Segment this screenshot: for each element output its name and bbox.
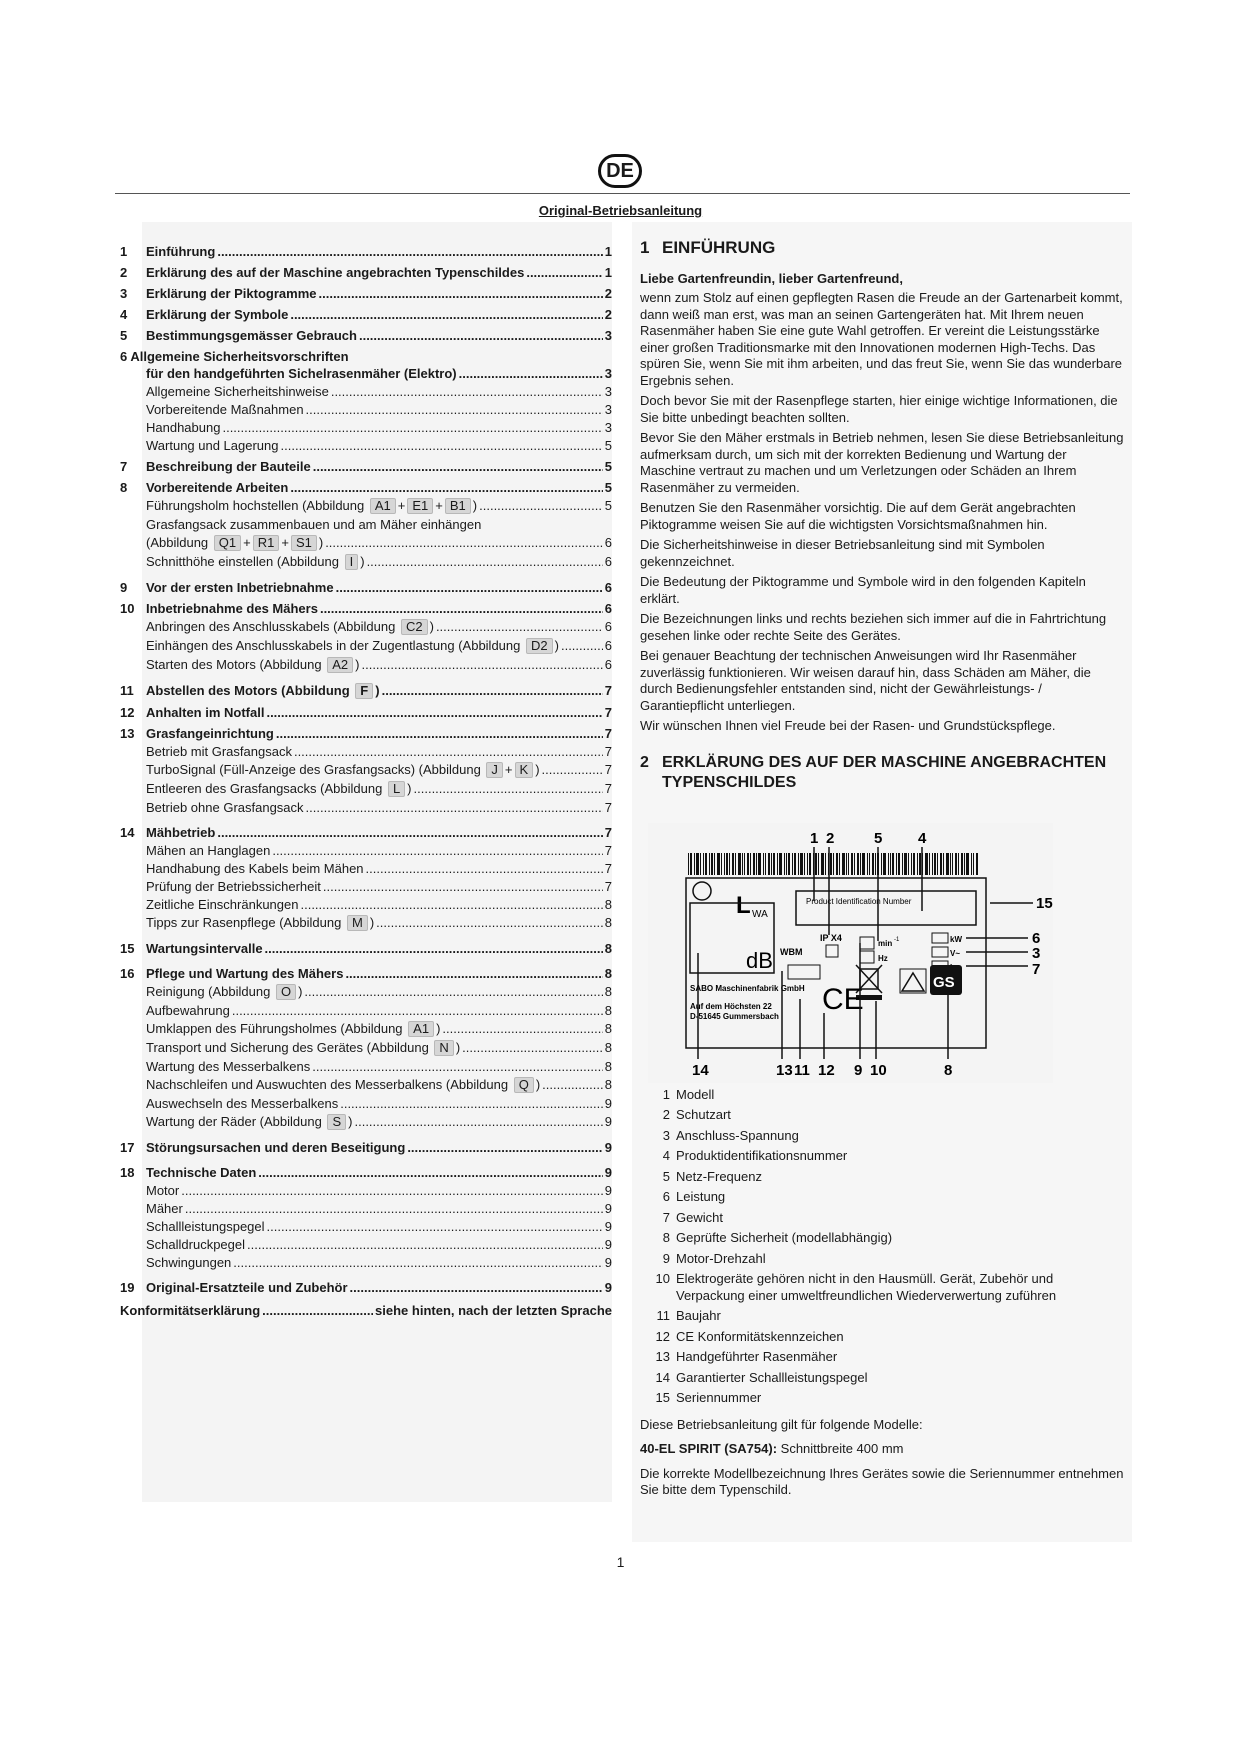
- intro-paragraph: Benutzen Sie den Rasenmäher vorsichtig. Die auf dem Gerät angebrachten Piktogramme weisen Sie auf die wichtigsten Vorsichtsmaßnahmen hin.: [640, 500, 1076, 532]
- plate-num-3: 3: [1032, 944, 1041, 962]
- serial-note: Die korrekte Modellbezeichnung Ihres Gerätes sowie die Seriennummer entnehmen Sie bitte dem Typenschild.: [640, 1465, 1124, 1497]
- toc-item-grasfangsack-line1[interactable]: Grasfangsack zusammenbauen und am Mäher einhängen: [146, 517, 482, 532]
- legend-item: 13 Handgeführter Rasenmäher: [655, 1349, 838, 1364]
- barcode-bar: [768, 853, 770, 875]
- toc-subitem[interactable]: Prüfung der Betriebssicherheit ..... 7: [120, 879, 612, 894]
- barcode-bar: [937, 853, 938, 875]
- toc-section-18-subsections: [120, 1183, 612, 1270]
- toc-section-9[interactable]: 9 Vor der ersten Inbetriebnahme ..... 6: [120, 580, 612, 595]
- toc-section-8[interactable]: 8 Vorbereitende Arbeiten ..... 5: [120, 480, 612, 495]
- legend-item: 7 Gewicht: [662, 1209, 723, 1225]
- toc-section-4[interactable]: 4 Erklärung der Symbole ..... 2: [120, 307, 612, 322]
- toc-item-starten-motor[interactable]: Starten des Motors (Abbildung A2 ) ..... 6: [120, 657, 612, 673]
- barcode-bar: [857, 853, 859, 875]
- barcode-bar: [869, 853, 870, 875]
- barcode-bar: [717, 853, 720, 875]
- toc-section-19[interactable]: 19 Original-Ersatzteile und Zubehör ..... 9: [120, 1280, 612, 1295]
- barcode-bar: [753, 853, 755, 875]
- plate-num-8: 8: [944, 1061, 953, 1079]
- barcode-bar: [818, 853, 819, 875]
- plate-num-6: 6: [1032, 929, 1041, 947]
- legend-item: 15 Seriennummer: [655, 1390, 762, 1405]
- barcode-bar: [908, 853, 909, 875]
- barcode-bar: [961, 853, 963, 875]
- intro-paragraph: Die Bedeutung der Piktogramme und Symbole wird in den folgenden Kapiteln erklärt.: [640, 574, 1086, 606]
- barcode-bar: [726, 853, 728, 875]
- toc-item-zugentlastung[interactable]: Einhängen des Anschlusskabels in der Zugentlastung (Abbildung D2 ) ..... 6: [120, 638, 612, 654]
- gs-mark-text: GS: [933, 973, 955, 991]
- legend-item: 6 Leistung: [662, 1189, 726, 1204]
- legend-item: 12 CE Konformitätskennzeichen: [655, 1328, 844, 1344]
- barcode-bar: [860, 853, 861, 875]
- lwa-l: L: [736, 891, 751, 919]
- wbm-label: WBM: [780, 946, 803, 957]
- barcode-bar: [807, 853, 808, 875]
- toc-item-turbosignal[interactable]: TurboSignal (Füll-Anzeige des Grasfangsacks) (Abbildung J + K ) ..... 7: [120, 762, 612, 778]
- barcode-bar: [976, 853, 978, 875]
- barcode-bar: [800, 853, 803, 875]
- toc-section-14-subsections: [120, 843, 612, 912]
- plate-num-12: 12: [818, 1061, 835, 1079]
- barcode-bar: [883, 853, 886, 875]
- legend-item: 9 Motor-Drehzahl: [662, 1250, 766, 1266]
- barcode-bar: [875, 853, 876, 875]
- barcode-bar: [705, 853, 707, 875]
- barcode-bar: [842, 853, 845, 875]
- barcode-bar: [709, 853, 710, 875]
- type-plate-illustration: [648, 823, 1053, 1083]
- barcode-bar: [890, 853, 891, 875]
- barcode-bar: [973, 853, 974, 875]
- table-of-contents: [120, 238, 612, 1318]
- barcode-bar: [700, 853, 701, 875]
- barcode-bar: [747, 853, 749, 875]
- toc-item-raeder[interactable]: Wartung der Räder (Abbildung S ) ..... 9: [120, 1114, 612, 1130]
- toc-item-aufbewahrung[interactable]: Aufbewahrung ..... 8: [120, 1003, 612, 1018]
- barcode-bar: [690, 853, 692, 875]
- toc-section-18[interactable]: 18 Technische Daten ..... 9: [120, 1165, 612, 1180]
- document-title: Original-Betriebsanleitung: [538, 203, 703, 218]
- type-plate-figure: [648, 823, 1053, 1083]
- barcode-bar: [898, 853, 900, 875]
- intro-paragraph: Bei genauer Beachtung der technischen Anweisungen wird Ihr Rasenmäher zuverlässig funktionieren. Wir weisen darauf hin, dass Schäden am Mäher, die durch Bedienungsfehler entstanden sind, nicht der Gewährleistungs- / Garantiepflicht unterliegen.: [640, 648, 1091, 713]
- toc-section-17[interactable]: 17 Störungsursachen und deren Beseitigung ..... 9: [120, 1140, 612, 1155]
- section-2-heading: 2 ERKLÄRUNG DES AUF DER MASCHINE ANGEBRACHTEN TYPENSCHILDES: [640, 753, 1107, 791]
- legend-item: 11 Baujahr: [656, 1308, 721, 1323]
- barcode-bar: [703, 853, 704, 875]
- barcode-bar: [925, 853, 928, 875]
- barcode-bar: [971, 853, 972, 875]
- toc-subitem[interactable]: Mähen an Hanglagen ..... 7: [120, 843, 612, 858]
- barcode-bar: [694, 853, 695, 875]
- barcode-bar: [724, 853, 725, 875]
- barcode-bar: [846, 853, 847, 875]
- toc-konformitaet[interactable]: Konformitätserklärung ..... siehe hinten, nach der letzten Sprache: [120, 1303, 612, 1318]
- toc-item-betrieb-ohne-grasfangsack[interactable]: Betrieb ohne Grasfangsack ..... 7: [120, 800, 612, 815]
- plate-num-7: 7: [1032, 960, 1041, 978]
- legend-item: 1 Modell: [662, 1086, 715, 1102]
- barcode-bar: [788, 853, 790, 875]
- barcode-bar: [784, 853, 785, 875]
- plate-num-10: 10: [870, 1061, 887, 1079]
- toc-section-12[interactable]: 12 Anhalten im Notfall ..... 7: [120, 705, 612, 720]
- plate-num-11: 11: [794, 1061, 810, 1079]
- barcode-bar: [919, 853, 921, 875]
- page-number: 1: [616, 1554, 625, 1570]
- toc-item-wartung-messerbalken[interactable]: Wartung des Messerbalkens ..... 8: [120, 1059, 612, 1074]
- barcode-bar: [732, 853, 734, 875]
- barcode-bar: [881, 853, 882, 875]
- toc-item-betrieb-mit-grasfangsack[interactable]: Betrieb mit Grasfangsack ..... 7: [120, 744, 612, 759]
- intro-paragraph: Wir wünschen Ihnen viel Freude bei der Rasen- und Grundstückspflege.: [640, 718, 1056, 733]
- language-badge: DE: [598, 154, 642, 188]
- barcode-bar: [696, 853, 699, 875]
- main-content: [640, 240, 1125, 1499]
- barcode-bar: [872, 853, 874, 875]
- min-sup-label: -1: [894, 936, 900, 943]
- legend-item: 3 Anschluss-Spannung: [662, 1127, 799, 1143]
- toc-section-6[interactable]: 6 Allgemeine Sicherheitsvorschriften für den handgeführten Sichelrasenmäher (Elektro) ..... 3: [120, 349, 612, 381]
- barcode-bar: [966, 853, 969, 875]
- barcode-bar: [738, 853, 741, 875]
- barcode-bar: [902, 853, 903, 875]
- plate-num-15: 15: [1036, 894, 1053, 912]
- toc-item-fuehrungsholm[interactable]: Führungsholm hochstellen (Abbildung A1 + E1 + B1 ) ..... 5: [120, 498, 612, 514]
- barcode-bar: [904, 853, 907, 875]
- plate-num-1: 1: [810, 829, 819, 847]
- toc-item-grasfangsack-line2[interactable]: (Abbildung Q1 + R1 + S1 ) ..... 6: [120, 535, 612, 551]
- toc-section-14[interactable]: 14 Mähbetrieb ..... 7: [120, 825, 612, 840]
- address-line-1: Auf dem Höchsten 22: [690, 1001, 772, 1011]
- barcode-bar: [888, 853, 889, 875]
- address-line-2: D-51645 Gummersbach: [690, 1011, 779, 1021]
- barcode-bar: [773, 853, 775, 875]
- legend-item: 10 Elektrogeräte gehören nicht in den Hausmüll. Gerät, Zubehör und Verpackung einer umweltfreundlichen Wiederverwertung zuführen: [655, 1271, 1057, 1303]
- barcode-bar: [848, 853, 849, 875]
- barcode-bar: [892, 853, 894, 875]
- toc-basic-sections: [120, 244, 612, 343]
- section-1-heading: 1 EINFÜHRUNG: [640, 238, 776, 257]
- barcode-bar: [794, 853, 796, 875]
- legend-item: 5 Netz-Frequenz: [662, 1168, 762, 1184]
- intro-paragraph: wenn zum Stolz auf einen gepflegten Rasen die Freude an der Gartenarbeit kommt, dann weiß man erst, was man an seinen Gartengeräten hat. Mit Ihrem neuen Rasenmäher haben Sie eine gute Wahl getroffen. Er vereint die Leistungsstärke einer großen Traditionsmarke mit den Innovationen modernen High-Techs. Das spüren Sie, wenn Sie mit ihm arbeiten, und das freut Sie, wenn Sie das wunderbare Ergebnis sehen.: [640, 290, 1123, 388]
- legend-item: 8 Geprüfte Sicherheit (modellabhängig): [662, 1230, 893, 1245]
- plate-num-5: 5: [874, 829, 883, 847]
- intro-paragraph: Die Bezeichnungen links und rechts beziehen sich immer auf die in Fahrtrichtung gesehen linke oder rechte Seite des Gerätes.: [640, 611, 1107, 643]
- toc-item-entleeren[interactable]: Entleeren des Grasfangsacks (Abbildung L ) ..... 7: [120, 781, 612, 797]
- barcode-bar: [714, 853, 715, 875]
- plate-num-13: 13: [776, 1061, 793, 1079]
- barcode-bar: [896, 853, 897, 875]
- barcode-bar: [934, 853, 936, 875]
- toc-item-schnitthoehe[interactable]: Schnitthöhe einstellen (Abbildung I ) ..... 6: [120, 554, 612, 570]
- barcode-bar: [964, 853, 965, 875]
- barcode-bar: [950, 853, 951, 875]
- lwa-sub: WA: [752, 908, 768, 920]
- toc-subitem[interactable]: Schalldruckpegel ..... 9: [120, 1237, 612, 1252]
- barcode-bar: [854, 853, 855, 875]
- barcode-bar: [815, 853, 817, 875]
- toc-section-6-subsections: [120, 384, 612, 453]
- toc-section-5[interactable]: 5 Bestimmungsgemässer Gebrauch ..... 3: [120, 328, 612, 343]
- toc-item-auswechseln[interactable]: Auswechseln des Messerbalkens ..... 9: [120, 1096, 612, 1111]
- barcode-bar: [836, 853, 838, 875]
- toc-subitem[interactable]: Allgemeine Sicherheitshinweise ..... 3: [120, 384, 612, 399]
- toc-subitem[interactable]: Schallleistungspegel ..... 9: [120, 1219, 612, 1234]
- barcode-bar: [798, 853, 799, 875]
- section-1-body: [640, 290, 1125, 735]
- toc-section-15[interactable]: 15 Wartungsintervalle ..... 8: [120, 941, 612, 956]
- barcode-bar: [833, 853, 834, 875]
- barcode-bar: [809, 853, 811, 875]
- toc-section-11[interactable]: 11 Abstellen des Motors (Abbildung F ) ..... 7: [120, 683, 612, 699]
- ipx4-label: IP X4: [820, 932, 842, 943]
- barcode-bar: [913, 853, 915, 875]
- toc-item-umklappen[interactable]: Umklappen des Führungsholmes (Abbildung A1 ) ..... 8: [120, 1021, 612, 1037]
- legend-item: 4 Produktidentifikationsnummer: [662, 1148, 848, 1163]
- barcode-bar: [786, 853, 787, 875]
- barcode-bar: [932, 853, 933, 875]
- barcode-bar: [917, 853, 918, 875]
- barcode-bar: [862, 853, 865, 875]
- product-id-label: Product Identification Number: [806, 896, 912, 906]
- plate-num-2: 2: [826, 829, 835, 847]
- toc-item-rasenpflege-tipps[interactable]: Tipps zur Rasenpflege (Abbildung M ) ..... 8: [120, 915, 612, 931]
- header-divider: [115, 193, 1130, 194]
- manufacturer-label: SABO Maschinenfabrik GmbH: [690, 983, 805, 993]
- barcode-bar: [804, 853, 805, 875]
- toc-section-1[interactable]: 1 Einführung ..... 1: [120, 244, 612, 259]
- db-label: dB: [746, 947, 773, 973]
- barcode-bar: [721, 853, 722, 875]
- barcode-bar: [940, 853, 942, 875]
- hz-label: Hz: [878, 953, 888, 963]
- barcode-bar: [758, 853, 761, 875]
- toc-section-13[interactable]: 13 Grasfangeinrichtung ..... 7: [120, 726, 612, 741]
- barcode-bar: [851, 853, 853, 875]
- barcode-bar: [756, 853, 757, 875]
- toc-subitem[interactable]: Motor ..... 9: [120, 1183, 612, 1198]
- barcode-bar: [929, 853, 930, 875]
- toc-item-transport[interactable]: Transport und Sicherung des Gerätes (Abbildung N ) ..... 8: [120, 1040, 612, 1056]
- barcode-bar: [867, 853, 868, 875]
- type-plate-legend: [640, 1087, 1125, 1407]
- toc-item-reinigung[interactable]: Reinigung (Abbildung O ) ..... 8: [120, 984, 612, 1000]
- plate-num-9: 9: [854, 1061, 863, 1079]
- barcode-bar: [750, 853, 751, 875]
- barcode-bar: [742, 853, 743, 875]
- barcode-bar: [825, 853, 826, 875]
- barcode-bar: [830, 853, 832, 875]
- toc-subitem[interactable]: Vorbereitende Maßnahmen ..... 3: [120, 402, 612, 417]
- legend-item: 14 Garantierter Schallleistungspegel: [655, 1369, 868, 1385]
- toc-subitem[interactable]: Wartung und Lagerung ..... 5: [120, 438, 612, 453]
- model-line: [640, 1441, 1125, 1458]
- toc-section-3[interactable]: 3 Erklärung der Piktogramme ..... 2: [120, 286, 612, 301]
- barcode-bar: [688, 853, 689, 875]
- ce-mark: CE: [822, 982, 864, 1016]
- barcode-bar: [735, 853, 736, 875]
- toc-section-7[interactable]: 7 Beschreibung der Bauteile ..... 5: [120, 459, 612, 474]
- barcode-bar: [765, 853, 766, 875]
- toc-subitem[interactable]: Zeitliche Einschränkungen ..... 8: [120, 897, 612, 912]
- intro-paragraph: Doch bevor Sie mit der Rasenpflege starten, hier einige wichtige Informationen, die Sie bitte unbedingt beachten sollten.: [640, 393, 1118, 425]
- min-label: min: [878, 938, 893, 948]
- barcode-bar: [777, 853, 778, 875]
- greeting: Liebe Gartenfreundin, lieber Gartenfreund,: [640, 270, 903, 286]
- volt-label: V~: [950, 948, 961, 958]
- barcode-bar: [958, 853, 959, 875]
- toc-section-10[interactable]: 10 Inbetriebnahme des Mähers ..... 6: [120, 601, 612, 616]
- models-intro: Diese Betriebsanleitung gilt für folgende Modelle:: [640, 1416, 923, 1432]
- barcode-bar: [763, 853, 764, 875]
- barcode-bar: [729, 853, 730, 875]
- toc-subitem[interactable]: Handhabung ..... 3: [120, 420, 612, 435]
- barcode-bar: [779, 853, 782, 875]
- barcode-bar: [946, 853, 949, 875]
- barcode-bar: [792, 853, 793, 875]
- barcode-bar: [955, 853, 957, 875]
- toc-section-16[interactable]: 16 Pflege und Wartung des Mähers ..... 8: [120, 966, 612, 981]
- legend-item: 2 Schutzart: [662, 1107, 731, 1122]
- intro-paragraph: Bevor Sie den Mäher erstmals in Betrieb nehmen, lesen Sie diese Betriebsanleitung aufmerksam durch, um sich mit der korrekten Bedienung und Wartung der Maschine vertraut zu machen und um Verletzungen oder Schäden an Ihrem Rasenmäher zu vermeiden.: [640, 430, 1124, 495]
- plate-num-4: 4: [918, 829, 927, 847]
- intro-paragraph: Die Sicherheitshinweise in dieser Betriebsanleitung sind mit Symbolen gekennzeichnet.: [640, 537, 1045, 569]
- barcode-bar: [839, 853, 840, 875]
- model-desc: Schnittbreite 400 mm: [780, 1441, 904, 1456]
- plate-num-14: 14: [692, 1061, 709, 1079]
- gs-mark-icon: [930, 965, 962, 995]
- barcode-bar: [943, 853, 944, 875]
- barcode-bar: [952, 853, 953, 875]
- toc-subitem[interactable]: Mäher ..... 9: [120, 1201, 612, 1216]
- barcode-bar: [744, 853, 745, 875]
- kw-label: kW: [950, 934, 962, 944]
- toc-subitem[interactable]: Handhabung des Kabels beim Mähen ..... 7: [120, 861, 612, 876]
- barcode-bar: [771, 853, 772, 875]
- toc-subitem[interactable]: Schwingungen ..... 9: [120, 1255, 612, 1270]
- toc-item-nachschleifen[interactable]: Nachschleifen und Auswuchten des Messerbalkens (Abbildung Q ) ..... 8: [120, 1077, 612, 1093]
- barcode-bar: [711, 853, 713, 875]
- toc-section-2[interactable]: 2 Erklärung des auf der Maschine angebrachten Typenschildes ..... 1: [120, 265, 612, 280]
- barcode-bar: [821, 853, 824, 875]
- toc-item-anschlusskabel[interactable]: Anbringen des Anschlusskabels (Abbildung C2 ) ..... 6: [120, 619, 612, 635]
- model-name: 40-EL SPIRIT (SA754):: [640, 1441, 778, 1456]
- barcode-bar: [911, 853, 912, 875]
